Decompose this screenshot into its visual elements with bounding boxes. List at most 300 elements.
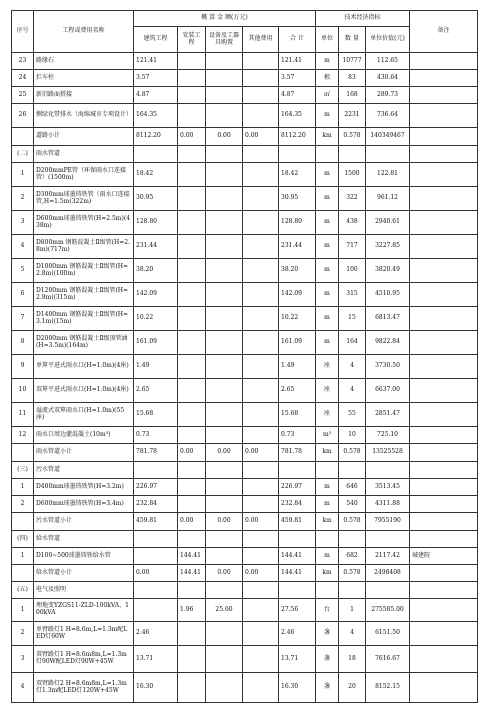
- table-row: [12, 87, 478, 104]
- cell-install: 144.41: [178, 565, 206, 582]
- cell-note: [410, 513, 478, 531]
- cell-name: D1000mm 钢筋混凝土Ⅱ级管(H=2.8m)(100m): [34, 259, 134, 283]
- cell-unit: 盏: [316, 646, 339, 673]
- table-row: [12, 283, 478, 307]
- cell-unit-price: 3730.50: [366, 355, 410, 379]
- cell-seq: 1: [12, 163, 34, 187]
- cell-construction: 30.95: [134, 187, 178, 211]
- table-row: [12, 548, 478, 565]
- cell-note: [410, 163, 478, 187]
- cell-unit-price: 13525528: [366, 444, 410, 462]
- cell-note: [410, 146, 478, 163]
- table-header-row: [12, 11, 478, 27]
- table-row: [12, 444, 478, 462]
- cell-unit: 座: [316, 403, 339, 427]
- cell-unit-price: 4311.88: [366, 496, 410, 513]
- cell-qty: 55: [339, 403, 366, 427]
- cell-construction: 121.41: [134, 53, 178, 70]
- cell-unit: [316, 531, 339, 548]
- cell-total: 164.35: [279, 104, 316, 128]
- cell-unit: 盏: [316, 673, 339, 703]
- cell-unit-price: 3513.45: [366, 479, 410, 496]
- cell-qty: 1: [339, 599, 366, 622]
- cell-other: [243, 427, 279, 444]
- cell-seq: [12, 128, 34, 146]
- cell-construction: 0.73: [134, 427, 178, 444]
- cell-note: [410, 496, 478, 513]
- cell-seq: (三): [12, 462, 34, 479]
- cell-unit: km: [316, 565, 339, 582]
- cell-construction: 13.71: [134, 646, 178, 673]
- cell-other: 0.00: [243, 513, 279, 531]
- cell-unit-price: 140349467: [366, 128, 410, 146]
- cell-qty: 10: [339, 427, 366, 444]
- cell-install: [178, 163, 206, 187]
- cell-note: [410, 462, 478, 479]
- cell-qty: 100: [339, 259, 366, 283]
- header-unit: 单位: [316, 27, 339, 53]
- cell-equipment: [206, 104, 243, 128]
- cell-name: 给水管道: [34, 531, 134, 548]
- cell-total: 144.41: [279, 565, 316, 582]
- cell-other: [243, 582, 279, 599]
- cell-qty: 168: [339, 87, 366, 104]
- cell-unit-price: 2498408: [366, 565, 410, 582]
- cell-other: [243, 187, 279, 211]
- header-construction: 建筑工程: [134, 27, 178, 53]
- cell-unit-price: 2117.42: [366, 548, 410, 565]
- cell-seq: 6: [12, 283, 34, 307]
- cell-qty: 4: [339, 379, 366, 403]
- cell-seq: 11: [12, 403, 34, 427]
- cell-name: 双臂路灯1 H=8.6m8m,L=1.3m灯90W配LED灯90W+45W: [34, 646, 134, 673]
- cell-qty: 4: [339, 355, 366, 379]
- cell-construction: 231.44: [134, 235, 178, 259]
- cell-total: 38.20: [279, 259, 316, 283]
- cell-equipment: [206, 87, 243, 104]
- cell-unit: 台: [316, 599, 339, 622]
- cell-seq: 3: [12, 211, 34, 235]
- cell-equipment: [206, 187, 243, 211]
- cell-equipment: [206, 146, 243, 163]
- cell-seq: 12: [12, 427, 34, 444]
- cell-unit: m³: [316, 427, 339, 444]
- cell-other: [243, 146, 279, 163]
- table-row: [12, 70, 478, 87]
- cell-other: [243, 462, 279, 479]
- cell-construction: 2.65: [134, 379, 178, 403]
- table-row: [12, 496, 478, 513]
- cell-install: 144.41: [178, 548, 206, 565]
- cell-seq: 10: [12, 379, 34, 403]
- cell-seq: (四): [12, 531, 34, 548]
- cell-note: [410, 70, 478, 87]
- cell-other: [243, 163, 279, 187]
- cell-construction: 161.09: [134, 331, 178, 355]
- cell-construction: 4.87: [134, 87, 178, 104]
- cell-seq: 2: [12, 622, 34, 646]
- cell-seq: [12, 513, 34, 531]
- cell-note: 城建院: [410, 548, 478, 565]
- cell-unit: 座: [316, 355, 339, 379]
- cell-construction: 16.30: [134, 673, 178, 703]
- cell-other: [243, 211, 279, 235]
- cell-qty: 164: [339, 331, 366, 355]
- cell-unit: km: [316, 513, 339, 531]
- cell-unit-price: 289.73: [366, 87, 410, 104]
- table-row: [12, 427, 478, 444]
- cell-name: D800mm 钢筋混凝土Ⅱ级管(H=2.8m)(717m): [34, 235, 134, 259]
- cell-name: 雨水管道小计: [34, 444, 134, 462]
- cell-install: [178, 235, 206, 259]
- cell-name: 双臂路灯2 H=8.6m8m,L=1.3m灯1.3m配LED灯120W+45W: [34, 673, 134, 703]
- cell-total: 142.09: [279, 283, 316, 307]
- cell-other: [243, 403, 279, 427]
- cell-unit: 座: [316, 379, 339, 403]
- cell-total: 781.78: [279, 444, 316, 462]
- cell-total: 0.73: [279, 427, 316, 444]
- cell-other: 0.00: [243, 565, 279, 582]
- cell-seq: 24: [12, 70, 34, 87]
- cell-total: [279, 462, 316, 479]
- cell-note: [410, 531, 478, 548]
- cell-seq: 4: [12, 673, 34, 703]
- cell-construction: [134, 548, 178, 565]
- cell-unit-price: [366, 531, 410, 548]
- cell-note: [410, 53, 478, 70]
- cell-qty: 540: [339, 496, 366, 513]
- cell-seq: [12, 444, 34, 462]
- cell-qty: 83: [339, 70, 366, 87]
- cell-qty: 10777: [339, 53, 366, 70]
- table-row: [12, 235, 478, 259]
- header-seq: 序号: [12, 11, 34, 53]
- cell-unit-price: [366, 146, 410, 163]
- cell-equipment: [206, 331, 243, 355]
- cell-install: [178, 211, 206, 235]
- cell-unit-price: 3227.85: [366, 235, 410, 259]
- cell-total: 30.95: [279, 187, 316, 211]
- cell-unit: m: [316, 548, 339, 565]
- cell-unit: m: [316, 496, 339, 513]
- cell-equipment: [206, 307, 243, 331]
- table-row: [12, 259, 478, 283]
- cell-qty: 0.578: [339, 444, 366, 462]
- cell-unit: m: [316, 307, 339, 331]
- cell-unit-price: 961.12: [366, 187, 410, 211]
- cell-equipment: 0.00: [206, 565, 243, 582]
- cell-install: [178, 531, 206, 548]
- cell-seq: 2: [12, 187, 34, 211]
- cell-install: [178, 187, 206, 211]
- cell-seq: 1: [12, 479, 34, 496]
- cell-qty: 0.578: [339, 513, 366, 531]
- cell-equipment: [206, 622, 243, 646]
- cell-construction: 164.35: [134, 104, 178, 128]
- cell-total: 16.30: [279, 673, 316, 703]
- cell-install: [178, 331, 206, 355]
- cell-qty: [339, 146, 366, 163]
- cell-name: 污水管道: [34, 462, 134, 479]
- cell-total: 231.44: [279, 235, 316, 259]
- cell-name: D600mm球墨铸铁管(H=3.4m): [34, 496, 134, 513]
- cell-seq: 1: [12, 548, 34, 565]
- cell-construction: 3.57: [134, 70, 178, 87]
- cell-qty: 0.578: [339, 565, 366, 582]
- cell-construction: 10.22: [134, 307, 178, 331]
- cell-construction: 1.49: [134, 355, 178, 379]
- cell-other: [243, 283, 279, 307]
- cell-name: D600mm球墨铸铁管(H=2.5m)(438m): [34, 211, 134, 235]
- cell-construction: [134, 582, 178, 599]
- header-other: 其他费用: [243, 27, 279, 53]
- cell-unit: km: [316, 444, 339, 462]
- cell-install: [178, 259, 206, 283]
- cell-total: 459.81: [279, 513, 316, 531]
- table-row: [12, 146, 478, 163]
- cell-install: [178, 622, 206, 646]
- cell-other: [243, 548, 279, 565]
- cell-total: 144.41: [279, 548, 316, 565]
- cell-qty: 315: [339, 283, 366, 307]
- header-tech-group: 技术经济指标: [316, 11, 410, 27]
- cell-total: 10.22: [279, 307, 316, 331]
- cell-unit: m: [316, 211, 339, 235]
- cell-total: 226.97: [279, 479, 316, 496]
- cell-other: [243, 379, 279, 403]
- table-row: [12, 379, 478, 403]
- cell-unit: m: [316, 104, 339, 128]
- cell-other: [243, 307, 279, 331]
- table-row: [12, 403, 478, 427]
- cell-equipment: [206, 283, 243, 307]
- cell-seq: 2: [12, 496, 34, 513]
- cell-install: [178, 355, 206, 379]
- cell-qty: 15: [339, 307, 366, 331]
- cell-qty: 646: [339, 479, 366, 496]
- cell-equipment: [206, 496, 243, 513]
- cell-note: [410, 646, 478, 673]
- cell-install: 0.00: [178, 128, 206, 146]
- cell-construction: 0.00: [134, 565, 178, 582]
- cell-unit: [316, 462, 339, 479]
- cell-seq: 9: [12, 355, 34, 379]
- header-install: 安装工程: [178, 27, 206, 53]
- cell-install: [178, 403, 206, 427]
- cell-construction: 128.80: [134, 211, 178, 235]
- cell-name: 双箅平进式雨水口(H=1.0m)(4座): [34, 379, 134, 403]
- table-row: [12, 565, 478, 582]
- cell-name: D300mm球墨铸铁管（雨水口连接管,H=1.5m(322m): [34, 187, 134, 211]
- cell-install: [178, 427, 206, 444]
- cell-name: D200mmPE管（环保雨水口连接管）(1500m): [34, 163, 134, 187]
- header-qty: 数 量: [339, 27, 366, 53]
- cell-unit-price: 4510.95: [366, 283, 410, 307]
- cell-qty: [339, 462, 366, 479]
- cell-equipment: [206, 163, 243, 187]
- cell-unit: 根: [316, 70, 339, 87]
- cell-total: 27.56: [279, 599, 316, 622]
- cell-qty: 322: [339, 187, 366, 211]
- cell-construction: 38.20: [134, 259, 178, 283]
- cell-seq: 7: [12, 307, 34, 331]
- cell-note: [410, 211, 478, 235]
- cell-construction: 2.46: [134, 622, 178, 646]
- cell-total: 18.42: [279, 163, 316, 187]
- cell-construction: [134, 531, 178, 548]
- table-row: [12, 582, 478, 599]
- cell-equipment: [206, 259, 243, 283]
- cell-other: [243, 53, 279, 70]
- cell-unit-price: 725.10: [366, 427, 410, 444]
- cell-total: 1.49: [279, 355, 316, 379]
- cell-total: [279, 146, 316, 163]
- cell-install: [178, 283, 206, 307]
- cell-unit: m: [316, 283, 339, 307]
- cell-total: [279, 531, 316, 548]
- cell-seq: 5: [12, 259, 34, 283]
- cell-note: [410, 283, 478, 307]
- cell-note: [410, 565, 478, 582]
- cell-construction: [134, 146, 178, 163]
- cell-unit-price: 736.64: [366, 104, 410, 128]
- cell-total: 13.71: [279, 646, 316, 673]
- cell-note: [410, 479, 478, 496]
- cell-seq: 3: [12, 646, 34, 673]
- cell-total: 128.80: [279, 211, 316, 235]
- cell-unit: m: [316, 235, 339, 259]
- cell-qty: [339, 582, 366, 599]
- cell-other: [243, 673, 279, 703]
- cell-unit-price: 2940.61: [366, 211, 410, 235]
- cell-seq: [12, 565, 34, 582]
- cell-note: [410, 444, 478, 462]
- header-equipment: 设备及工器具购置: [206, 27, 243, 53]
- cell-construction: 226.97: [134, 479, 178, 496]
- cell-unit: [316, 146, 339, 163]
- cell-other: 0.00: [243, 128, 279, 146]
- cell-construction: 781.78: [134, 444, 178, 462]
- cell-seq: 8: [12, 331, 34, 355]
- cell-equipment: 0.00: [206, 513, 243, 531]
- cell-qty: 682: [339, 548, 366, 565]
- cell-install: [178, 462, 206, 479]
- cell-install: [178, 53, 206, 70]
- header-total: 合 计: [279, 27, 316, 53]
- header-unit-price: 单位价值(元): [366, 27, 410, 53]
- cell-name: D2000mm 钢筋混凝土Ⅱ级顶管涵(H=3.5m)(164m): [34, 331, 134, 355]
- cell-total: 3.57: [279, 70, 316, 87]
- cell-unit-price: 2851.47: [366, 403, 410, 427]
- cell-total: 8112.20: [279, 128, 316, 146]
- cell-equipment: 25.60: [206, 599, 243, 622]
- cell-note: [410, 622, 478, 646]
- cell-construction: 142.09: [134, 283, 178, 307]
- cell-other: [243, 87, 279, 104]
- table-row: [12, 646, 478, 673]
- cell-other: [243, 646, 279, 673]
- cell-name: 新旧路面搭接: [34, 87, 134, 104]
- cell-construction: 18.42: [134, 163, 178, 187]
- cell-install: [178, 496, 206, 513]
- cell-other: [243, 355, 279, 379]
- cell-construction: 8112.20: [134, 128, 178, 146]
- cell-qty: 4: [339, 622, 366, 646]
- cell-unit: ㎡: [316, 87, 339, 104]
- cell-name: D400mm球墨铸铁管(H=3.2m): [34, 479, 134, 496]
- cell-install: [178, 70, 206, 87]
- cell-install: 0.00: [178, 513, 206, 531]
- cell-qty: [339, 531, 366, 548]
- cell-seq: 26: [12, 104, 34, 128]
- cell-unit-price: 430.64: [366, 70, 410, 87]
- cell-unit-price: 3820.49: [366, 259, 410, 283]
- cell-note: [410, 187, 478, 211]
- cell-qty: 1500: [339, 163, 366, 187]
- cell-name: 拦车柱: [34, 70, 134, 87]
- cell-note: [410, 235, 478, 259]
- cell-equipment: [206, 403, 243, 427]
- table-row: [12, 53, 478, 70]
- cell-note: [410, 379, 478, 403]
- cell-other: [243, 235, 279, 259]
- cell-equipment: [206, 531, 243, 548]
- cell-install: [178, 582, 206, 599]
- cell-unit-price: 122.81: [366, 163, 410, 187]
- cell-construction: [134, 462, 178, 479]
- table-row: [12, 104, 478, 128]
- table-row: [12, 673, 478, 703]
- cell-qty: 18: [339, 646, 366, 673]
- cell-total: 121.41: [279, 53, 316, 70]
- cell-unit-price: 7616.67: [366, 646, 410, 673]
- table-row: [12, 163, 478, 187]
- cell-note: [410, 673, 478, 703]
- cell-name: 溢流式双箅雨水口(H=1.0m)(55座): [34, 403, 134, 427]
- cell-unit: m: [316, 163, 339, 187]
- cell-seq: 4: [12, 235, 34, 259]
- cell-construction: [134, 599, 178, 622]
- cell-unit-price: [366, 582, 410, 599]
- cell-equipment: [206, 462, 243, 479]
- cell-unit-price: 275585.00: [366, 599, 410, 622]
- cell-other: [243, 331, 279, 355]
- cell-name: 单箅平进式雨水口(H=1.0m)(4座): [34, 355, 134, 379]
- cell-total: 2.65: [279, 379, 316, 403]
- cell-unit-price: 6637.00: [366, 379, 410, 403]
- cell-equipment: [206, 479, 243, 496]
- cell-note: [410, 87, 478, 104]
- cell-unit: [316, 582, 339, 599]
- cell-install: [178, 479, 206, 496]
- cell-unit-price: 7955190: [366, 513, 410, 531]
- cell-equipment: [206, 427, 243, 444]
- cell-equipment: [206, 582, 243, 599]
- table-row: [12, 211, 478, 235]
- cell-other: [243, 599, 279, 622]
- cell-note: [410, 427, 478, 444]
- cell-name: 雨水管道: [34, 146, 134, 163]
- cell-qty: 717: [339, 235, 366, 259]
- table-row: [12, 479, 478, 496]
- cell-other: [243, 479, 279, 496]
- cell-install: [178, 673, 206, 703]
- cell-unit: m: [316, 331, 339, 355]
- cell-qty: 2231: [339, 104, 366, 128]
- cell-total: 15.68: [279, 403, 316, 427]
- cell-note: [410, 128, 478, 146]
- cell-unit: m: [316, 187, 339, 211]
